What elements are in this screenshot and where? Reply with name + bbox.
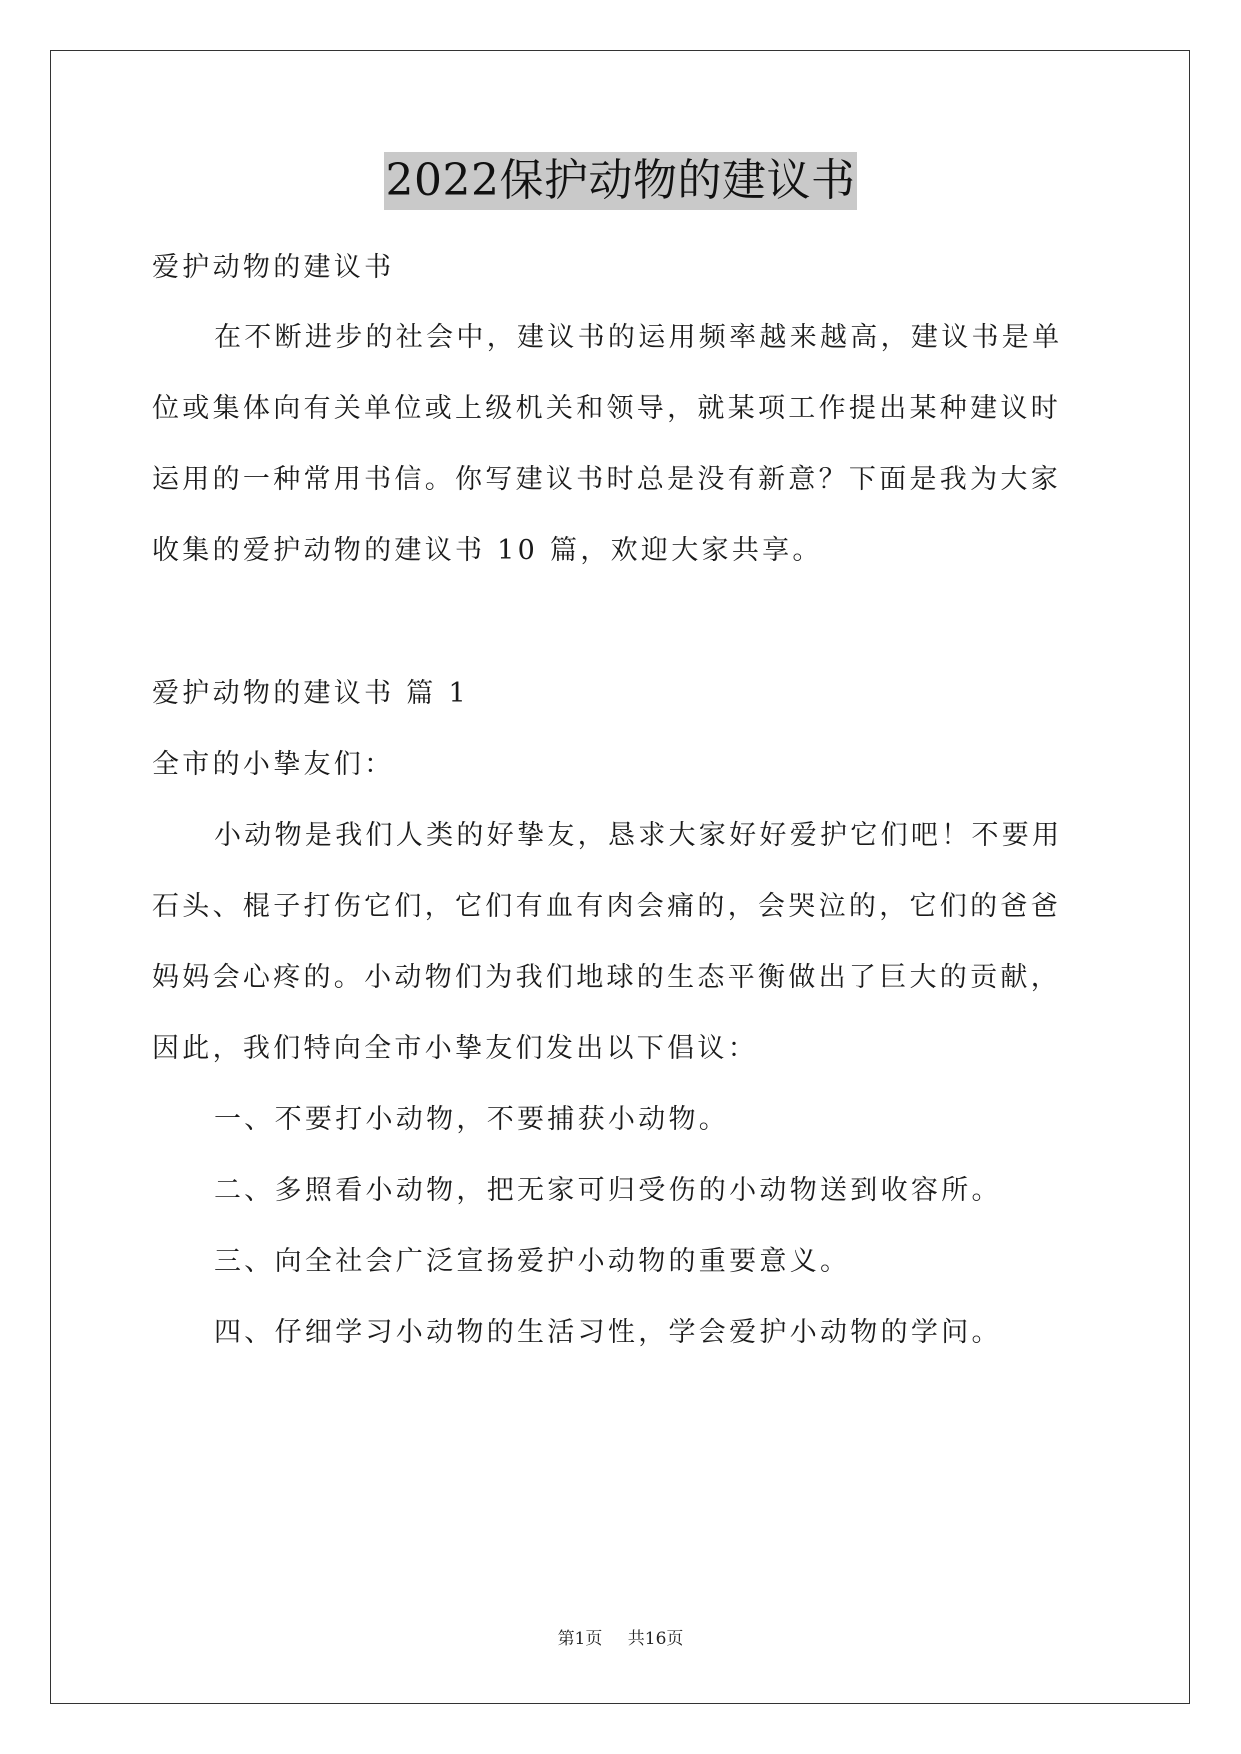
- list-item-1: 一、不要打小动物，不要捕获小动物。: [214, 1104, 730, 1135]
- body-line-1: 小动物是我们人类的好挚友，恳求大家好好爱护它们吧！不要用: [214, 820, 1063, 851]
- body-line-3: 妈妈会心疼的。小动物们为我们地球的生态平衡做出了巨大的贡献，: [152, 962, 1061, 993]
- list-item-4: 四、仔细学习小动物的生活习性，学会爱护小动物的学问。: [214, 1317, 1002, 1348]
- body-line-4: 因此，我们特向全市小挚友们发出以下倡议：: [152, 1033, 758, 1064]
- page-border: [50, 50, 1190, 1704]
- section-heading: 爱护动物的建议书 篇 1: [152, 678, 469, 709]
- list-item-3: 三、向全社会广泛宣扬爱护小动物的重要意义。: [214, 1246, 851, 1277]
- page-number: 第1页: [557, 1629, 603, 1649]
- intro-line-3: 运用的一种常用书信。你写建议书时总是没有新意？下面是我为大家: [152, 464, 1061, 495]
- intro-line-1: 在不断进步的社会中，建议书的运用频率越来越高，建议书是单: [214, 322, 1063, 353]
- title-container: [0, 152, 1241, 210]
- intro-line-2: 位或集体向有关单位或上级机关和领导，就某项工作提出某种建议时: [152, 393, 1061, 424]
- page-total: 共16页: [627, 1629, 684, 1649]
- body-line-2: 石头、棍子打伤它们，它们有血有肉会痛的，会哭泣的，它们的爸爸: [152, 891, 1061, 922]
- greeting: 全市的小挚友们：: [152, 749, 395, 780]
- intro-line-4: 收集的爱护动物的建议书 10 篇，欢迎大家共享。: [152, 535, 823, 566]
- page-footer: [0, 1624, 1241, 1649]
- subtitle: 爱护动物的建议书: [152, 252, 395, 283]
- list-item-2: 二、多照看小动物，把无家可归受伤的小动物送到收容所。: [214, 1175, 1002, 1206]
- document-title: 2022保护动物的建议书: [384, 152, 858, 210]
